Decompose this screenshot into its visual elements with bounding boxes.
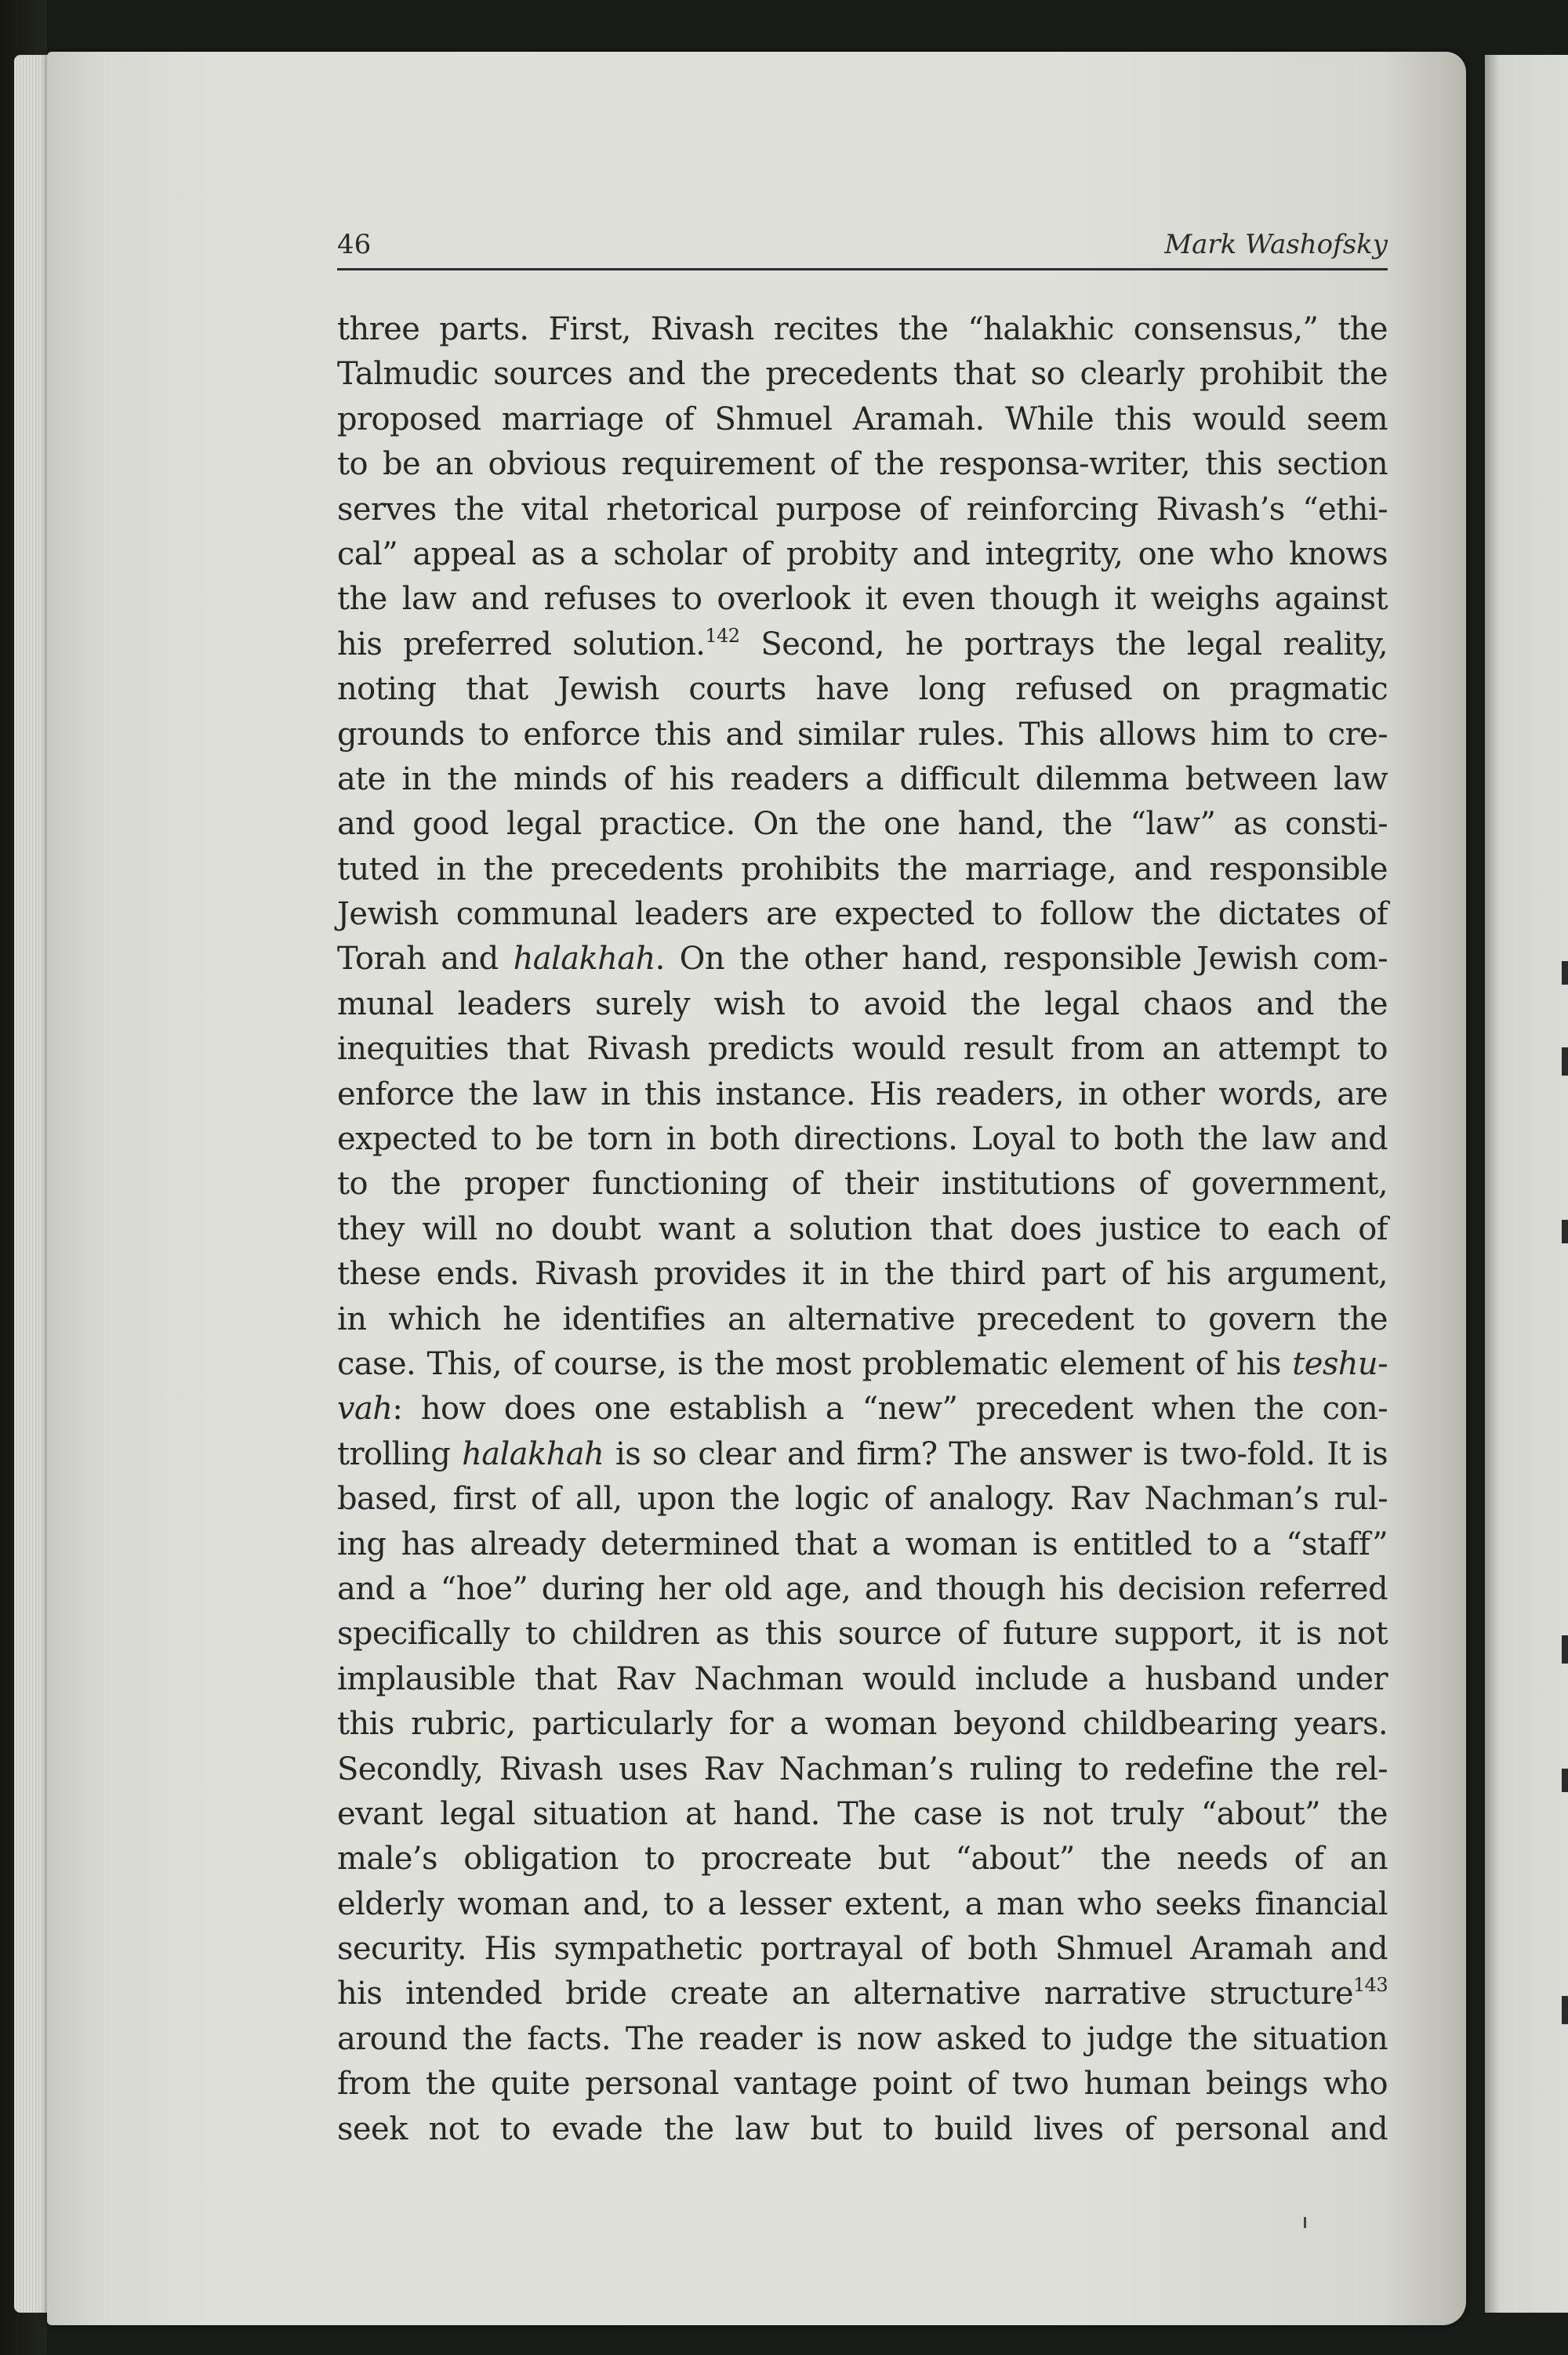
facing-page-edge [1485,55,1568,2313]
text-line: his preferred solution.$^{142}$ Second, he portrays the legal reality, [337,624,1388,662]
text-line: munal leaders surely wish to avoid the legal chaos and the [337,985,1388,1022]
text-line: proposed marriage of Shmuel Aramah. While this would seem [337,401,1388,437]
text-line: and good legal practice. On the one hand, the “law” as consti- [337,806,1388,843]
text-line: Jewish communal leaders are expected to follow the dictates of [337,896,1388,933]
text-line: elderly woman and, to a lesser extent, a man who seeks financial [337,1885,1388,1922]
text-line: from the quite personal vantage point of two human beings who [337,2066,1388,2103]
text-line: Secondly, Rivash uses Rav Nachman’s ruling to redefine the rel- [337,1751,1388,1787]
text-line: Torah and halakhah. On the other hand, responsible Jewish com- [337,941,1388,978]
facing-page-glyph [1562,961,1568,985]
text-line: based, first of all, upon the logic of analogy. Rav Nachman’s rul- [337,1481,1388,1518]
text-line: specifically to children as this source of future support, it is not [337,1616,1388,1653]
body-text [337,307,1388,2152]
text-line: cal” appeal as a scholar of probity and integrity, one who knows [337,535,1388,572]
text-line: inequities that Rivash predicts would result from an attempt to [337,1031,1388,1068]
facing-page-glyph [1562,1769,1568,1792]
running-head: Mark Washofsky [1164,229,1388,260]
page-header [337,226,1388,263]
page-mark [1304,2217,1306,2228]
text-line: seek not to evade the law but to build lives of personal and [337,2110,1388,2147]
text-line: they will no doubt want a solution that does justice to each of [337,1210,1388,1247]
text-line: trolling halakhah is so clear and firm? The answer is two-fold. It is [337,1435,1388,1472]
text-line: to the proper functioning of their institutions of government, [337,1166,1388,1203]
text-line: male’s obligation to procreate but “about” the needs of an [337,1841,1388,1878]
text-line: noting that Jewish courts have long refused on pragmatic [337,671,1388,708]
facing-page-glyph [1562,1635,1568,1664]
header-rule [337,268,1388,270]
text-line: enforce the law in this instance. His readers, in other words, are [337,1076,1388,1112]
text-line: case. This, of course, is the most problematic element of his teshu- [337,1345,1388,1382]
text-line: security. His sympathetic portrayal of both Shmuel Aramah and [337,1931,1388,1968]
text-line: the law and refuses to overlook it even though it weighs against [337,581,1388,618]
text-line: three parts. First, Rivash recites the “halakhic consensus,” the [337,311,1388,347]
text-line: these ends. Rivash provides it in the third part of his argument, [337,1256,1388,1293]
page-number: 46 [337,229,372,260]
text-line: vah: how does one establish a “new” precedent when the con- [337,1391,1388,1428]
text-line: implausible that Rav Nachman would include a husband under [337,1660,1388,1697]
facing-page-glyph [1562,1996,1568,2024]
text-line: and a “hoe” during her old age, and though his decision referred [337,1570,1388,1607]
text-line: ing has already determined that a woman is entitled to a “staff” [337,1526,1388,1562]
text-line: ate in the minds of his readers a difficult dilemma between law [337,760,1388,797]
text-line: serves the vital rhetorical purpose of reinforcing Rivash’s “ethi- [337,491,1388,528]
text-line: tuted in the precedents prohibits the marriage, and responsible [337,851,1388,887]
facing-page-glyph [1562,1047,1568,1076]
facing-page-glyph [1562,1220,1568,1243]
text-line: Talmudic sources and the precedents that so clearly prohibit the [337,356,1388,393]
text-line: this rubric, particularly for a woman beyond childbearing years. [337,1706,1388,1743]
text-line: his intended bride create an alternative narrative structure$^{143}$ [337,1974,1388,2012]
text-line: evant legal situation at hand. The case is not truly “about” the [337,1795,1388,1832]
text-line: grounds to enforce this and similar rules. This allows him to cre- [337,716,1388,753]
text-line: expected to be torn in both directions. Loyal to both the law and [337,1121,1388,1158]
text-line: in which he identifies an alternative precedent to govern the [337,1301,1388,1337]
text-line: around the facts. The reader is now asked to judge the situation [337,2020,1388,2057]
text-line: to be an obvious requirement of the responsa-writer, this section [337,446,1388,483]
